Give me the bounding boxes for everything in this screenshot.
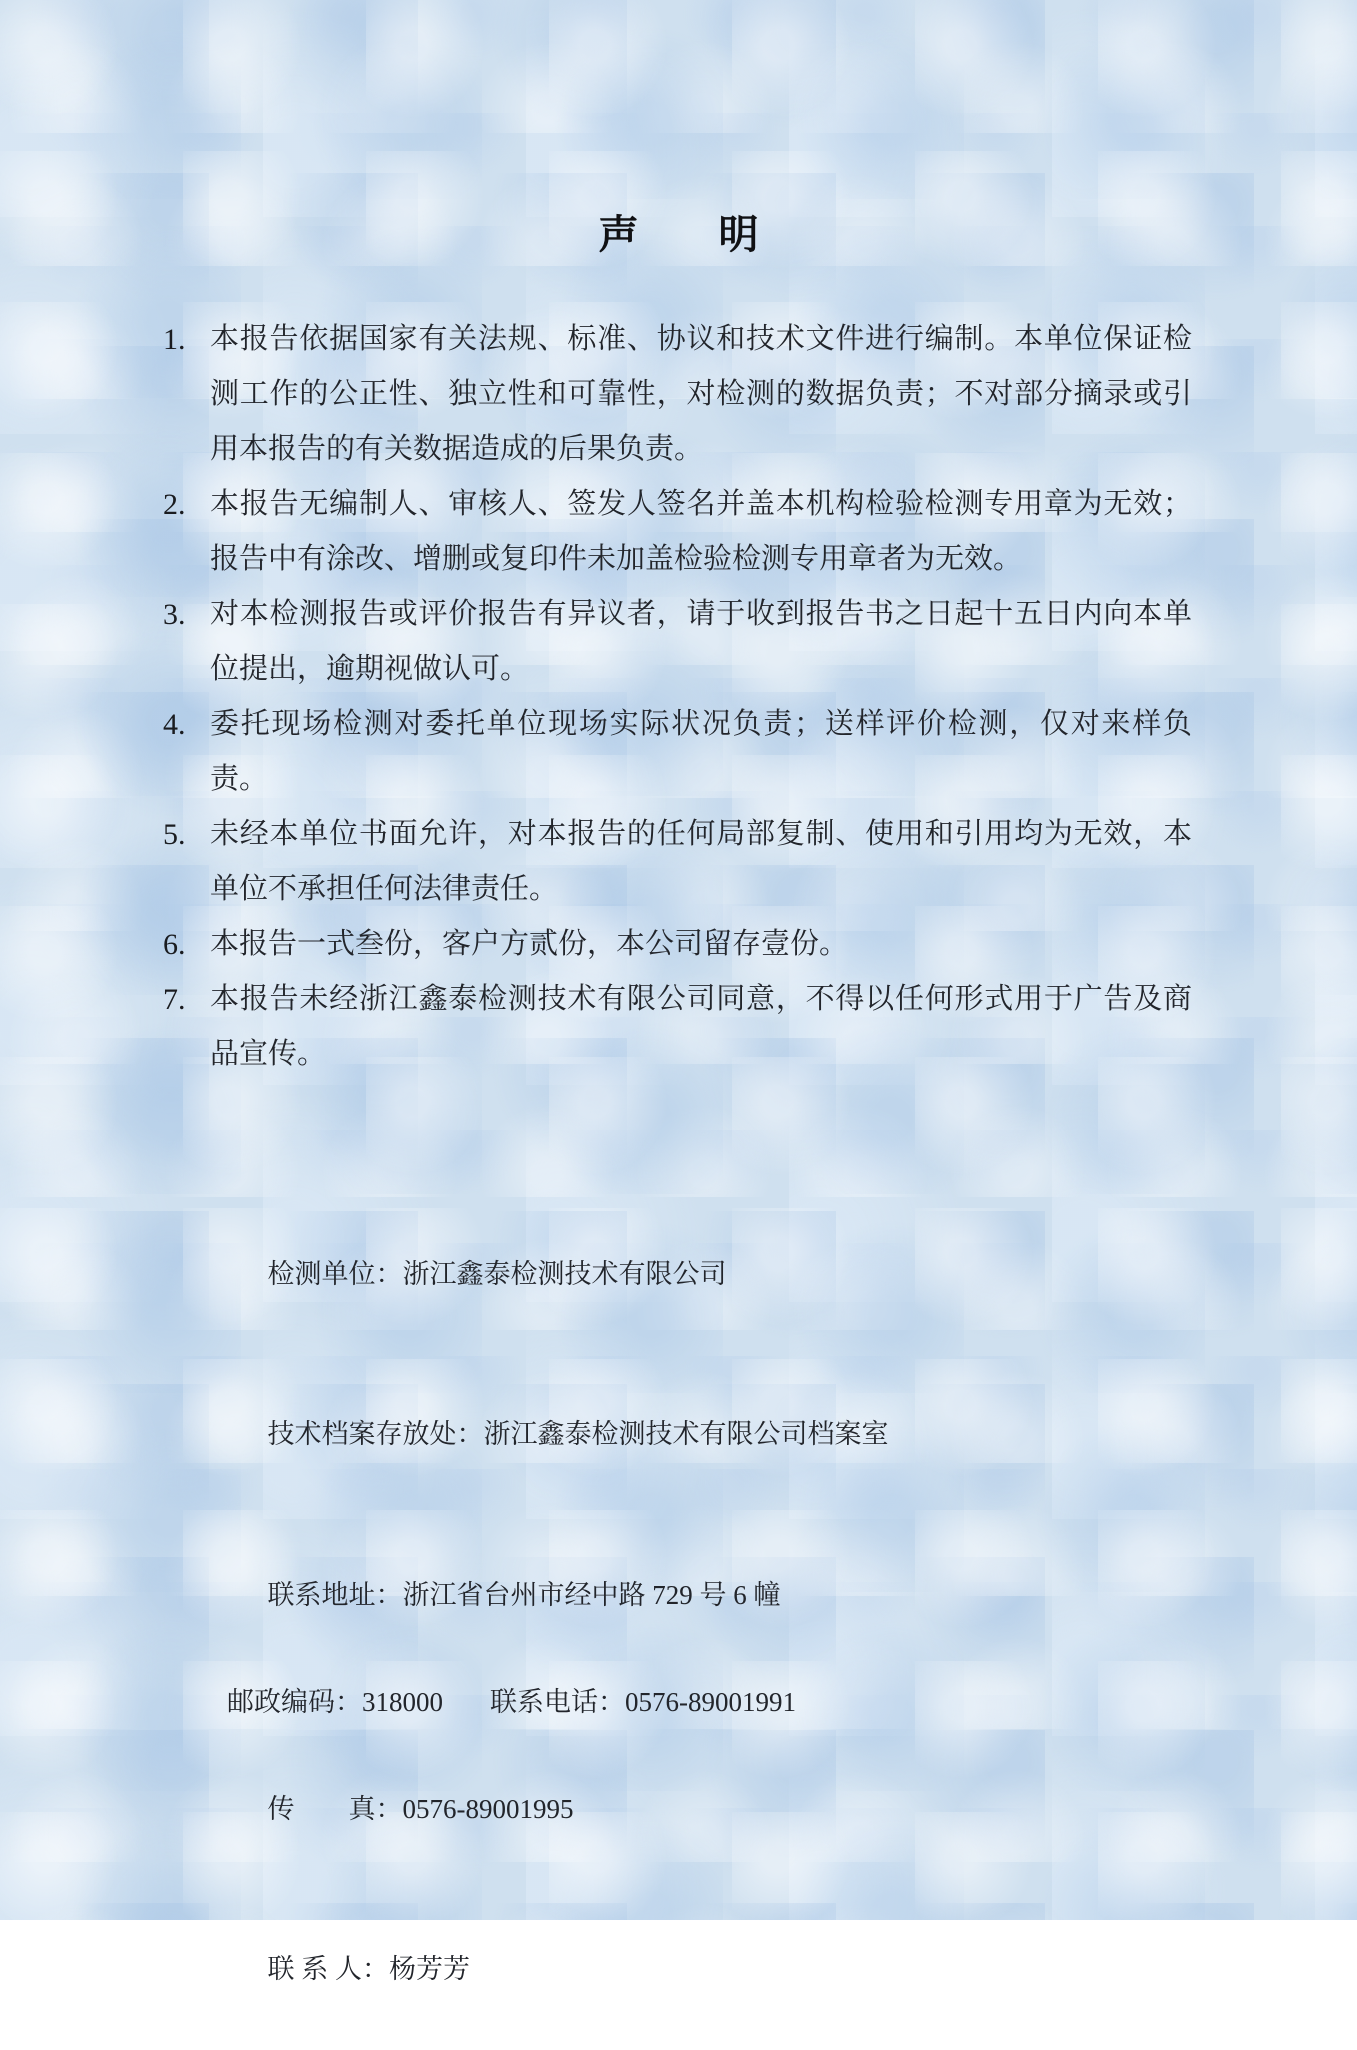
item-text: 对本检测报告或评价报告有异议者，请于收到报告书之日起十五日内向本单位提出，逾期视做认可。: [210, 587, 1192, 697]
item-number: 5.: [163, 807, 210, 862]
item-text: 委托现场检测对委托单位现场实际状况负责；送样评价检测，仅对来样负责。: [210, 697, 1192, 807]
declaration-item-7: [163, 972, 1193, 1082]
person-label: 联 系 人：: [268, 1954, 390, 1984]
postcode-label: 邮政编码：: [227, 1687, 362, 1717]
unit-label: 检测单位：: [268, 1259, 403, 1289]
address-value: 浙江省台州市经中路 729 号 6 幢: [403, 1580, 781, 1610]
item-number: 2.: [163, 477, 210, 532]
item-number: 4.: [163, 697, 210, 752]
person-value: 杨芳芳: [389, 1954, 470, 1984]
contact-row-address: [227, 1515, 1357, 1676]
page-title: 声 明: [164, 0, 1194, 258]
declaration-item-6: [163, 917, 1193, 972]
declaration-item-3: [163, 587, 1193, 697]
contact-row-unit: [227, 1194, 1357, 1355]
contact-block: [227, 1194, 1357, 2050]
contact-row-fax: [227, 1729, 1357, 1890]
phone-label: 联系电话：: [490, 1687, 625, 1717]
declaration-list: [163, 312, 1193, 1082]
declaration-item-5: [163, 807, 1193, 917]
item-text: 本报告一式叁份，客户方贰份，本公司留存壹份。: [210, 917, 1192, 972]
item-number: 1.: [163, 312, 210, 367]
item-number: 3.: [163, 587, 210, 642]
archive-label: 技术档案存放处：: [268, 1419, 484, 1449]
item-number: 7.: [163, 972, 210, 1027]
declaration-item-1: [163, 312, 1193, 477]
fax-value: 0576-89001995: [403, 1794, 574, 1824]
contact-row-person: [227, 1890, 1357, 2050]
item-text: 本报告无编制人、审核人、签发人签名并盖本机构检验检测专用章为无效；报告中有涂改、增删或复印件未加盖检验检测专用章者为无效。: [210, 477, 1192, 587]
contact-row-postcode-phone: [227, 1676, 1357, 1730]
item-number: 6.: [163, 917, 210, 972]
item-text: 未经本单位书面允许，对本报告的任何局部复制、使用和引用均为无效，本单位不承担任何法律责任。: [210, 807, 1192, 917]
postcode-pair: [227, 1676, 490, 1730]
contact-row-archive: [227, 1355, 1357, 1516]
declaration-item-4: [163, 697, 1193, 807]
item-text: 本报告未经浙江鑫泰检测技术有限公司同意，不得以任何形式用于广告及商品宣传。: [210, 972, 1192, 1082]
postcode-value: 318000: [362, 1687, 443, 1717]
fax-label: 传 真：: [268, 1794, 403, 1824]
unit-value: 浙江鑫泰检测技术有限公司: [403, 1259, 727, 1289]
address-label: 联系地址：: [268, 1580, 403, 1610]
item-text: 本报告依据国家有关法规、标准、协议和技术文件进行编制。本单位保证检测工作的公正性、独立性和可靠性，对检测的数据负责；不对部分摘录或引用本报告的有关数据造成的后果负责。: [210, 312, 1192, 477]
declaration-item-2: [163, 477, 1193, 587]
archive-value: 浙江鑫泰检测技术有限公司档案室: [484, 1419, 889, 1449]
phone-pair: [490, 1676, 796, 1730]
phone-value: 0576-89001991: [625, 1687, 796, 1717]
